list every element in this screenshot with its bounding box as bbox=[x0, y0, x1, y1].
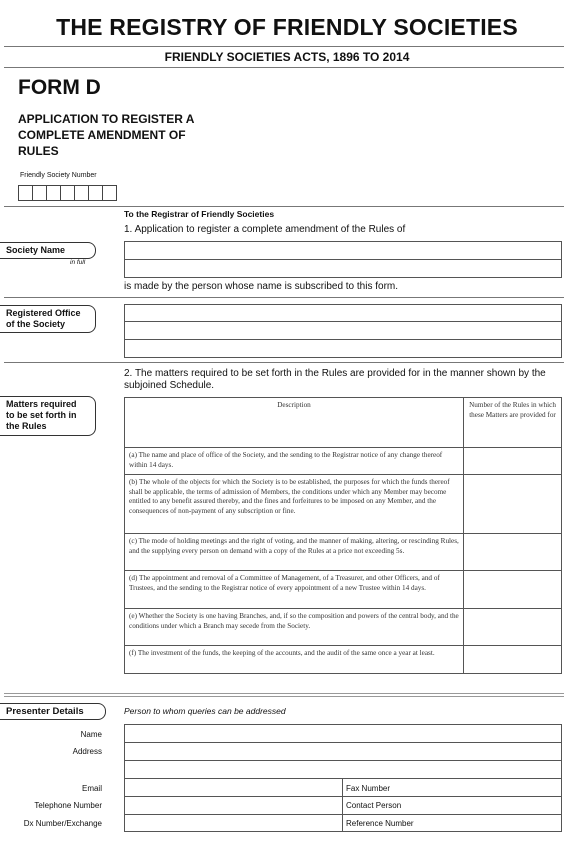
table-row bbox=[125, 475, 562, 534]
paragraph-2: 2. The matters required to be set forth in the Rules are provided for in the manner shown by the subjoined Schedule. bbox=[124, 368, 546, 391]
tab-society-name: Society Name bbox=[0, 242, 96, 259]
table-row bbox=[125, 646, 562, 674]
rule-number-cell[interactable] bbox=[464, 448, 562, 475]
divider bbox=[4, 46, 564, 47]
divider bbox=[4, 362, 564, 363]
digit-box[interactable] bbox=[88, 185, 103, 201]
field-line bbox=[124, 259, 562, 260]
table-row bbox=[125, 534, 562, 571]
document-title: THE REGISTRY OF FRIENDLY SOCIETIES bbox=[56, 14, 518, 40]
dx-number-field[interactable] bbox=[125, 815, 341, 831]
digit-box[interactable] bbox=[60, 185, 75, 201]
tab-matters-required: Matters required to be set forth in the Rules bbox=[0, 396, 96, 436]
rule-number-cell[interactable] bbox=[464, 534, 562, 571]
rule-number-cell[interactable] bbox=[464, 646, 562, 674]
rule-number-cell[interactable] bbox=[464, 475, 562, 534]
paragraph-1: 1. Application to register a complete amendment of the Rules of bbox=[124, 224, 406, 235]
name-label: Name bbox=[80, 730, 102, 739]
society-number-field[interactable] bbox=[18, 185, 116, 201]
field-line bbox=[124, 339, 562, 340]
digit-box[interactable] bbox=[46, 185, 61, 201]
digit-box[interactable] bbox=[18, 185, 33, 201]
digit-box[interactable] bbox=[102, 185, 117, 201]
reference-number-label: Reference Number bbox=[346, 819, 414, 828]
contact-person-label: Contact Person bbox=[346, 801, 402, 810]
email-field[interactable] bbox=[125, 779, 341, 795]
matter-description: (e) Whether the Society is one having Branches, and, if so the composition and powers of the central body, and the conditions under which a Branch may secede from the Society. bbox=[125, 609, 464, 646]
divider bbox=[4, 696, 564, 697]
matter-description: (f) The investment of the funds, the keeping of the accounts, and the audit of the same once a year at least. bbox=[125, 646, 464, 674]
rule-number-cell[interactable] bbox=[464, 609, 562, 646]
field-line bbox=[124, 321, 562, 322]
queries-note: Person to whom queries can be addressed bbox=[124, 706, 286, 716]
telephone-field[interactable] bbox=[125, 797, 341, 813]
digit-box[interactable] bbox=[74, 185, 89, 201]
divider bbox=[4, 693, 564, 694]
tab-registered-office: Registered Office of the Society bbox=[0, 305, 96, 333]
column-header-rule-number: Number of the Rules in which these Matters are provided for bbox=[464, 398, 562, 448]
digit-box[interactable] bbox=[32, 185, 47, 201]
in-full-note: in full bbox=[70, 259, 86, 266]
registered-office-field[interactable] bbox=[124, 304, 562, 358]
form-name: FORM D bbox=[18, 76, 101, 99]
fax-number-label: Fax Number bbox=[346, 784, 391, 793]
divider bbox=[4, 297, 564, 298]
society-number-label: Friendly Society Number bbox=[20, 172, 97, 179]
column-divider bbox=[342, 778, 343, 832]
matter-description: (b) The whole of the objects for which the Society is to be established, the purposes for which the funds thereof shall be applicable, the terms of admission of Members, the conditions under which any Member may become entitled to any benefit assured thereby, and the fines and forfeitures to be imposed on any Member, and the consequences of non-payment of any subscription or fine. bbox=[125, 475, 464, 534]
column-header-description: Description bbox=[125, 398, 464, 448]
matter-description: (d) The appointment and removal of a Committee of Management, of a Treasurer, and other Officers, and of Trustees, and the sending to the Registrar notice of every appointment of a new Trustee within 14 days. bbox=[125, 571, 464, 609]
address-label: Address bbox=[72, 747, 102, 756]
application-title: APPLICATION TO REGISTER A COMPLETE AMENDMENT OF RULES bbox=[18, 112, 195, 158]
email-label: Email bbox=[81, 784, 102, 793]
telephone-label: Telephone Number bbox=[34, 801, 102, 810]
matter-description: (c) The mode of holding meetings and the right of voting, and the manner of making, altering, or rescinding Rules, and the supplying every person on demand with a copy of the Rules at a price not exceeding 5s. bbox=[125, 534, 464, 571]
table-row bbox=[125, 571, 562, 609]
rule-number-cell[interactable] bbox=[464, 571, 562, 609]
dx-number-label: Dx Number/Exchange bbox=[23, 819, 102, 828]
made-by-statement: is made by the person whose name is subscribed to this form. bbox=[124, 281, 399, 292]
divider bbox=[4, 206, 564, 207]
document-subtitle: FRIENDLY SOCIETIES ACTS, 1896 TO 2014 bbox=[164, 50, 410, 64]
name-field[interactable] bbox=[125, 725, 561, 741]
matter-description: (a) The name and place of office of the Society, and the sending to the Registrar notice of any change thereof within 14 days. bbox=[125, 448, 464, 475]
address-field[interactable] bbox=[125, 743, 561, 777]
to-registrar: To the Registrar of Friendly Societies bbox=[124, 209, 275, 219]
divider bbox=[4, 67, 564, 68]
table-row bbox=[125, 609, 562, 646]
tab-presenter-details: Presenter Details bbox=[0, 703, 106, 720]
table-header-row bbox=[125, 398, 562, 448]
table-row bbox=[125, 448, 562, 475]
schedule-table bbox=[124, 397, 562, 674]
